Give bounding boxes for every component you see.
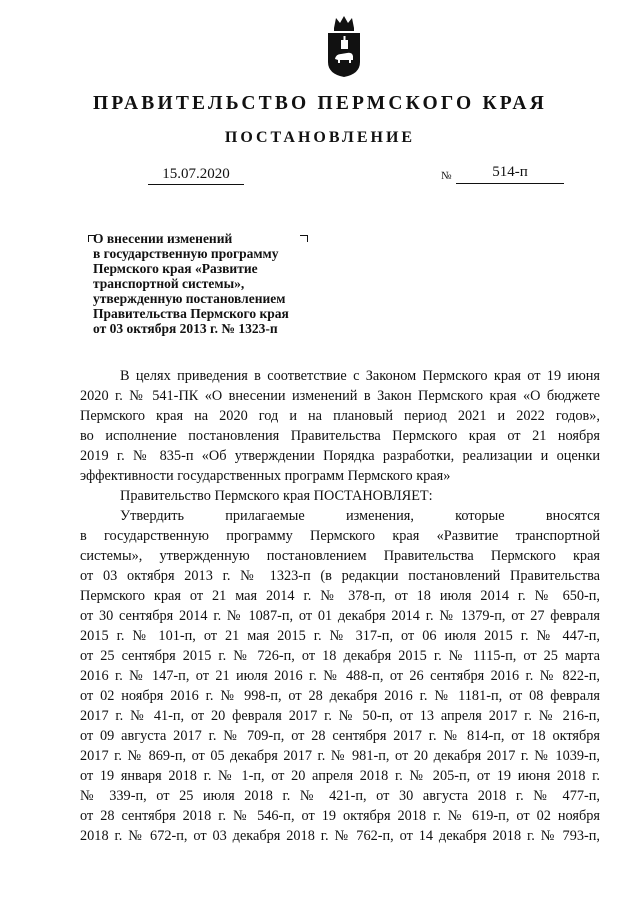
subject-line: от 03 октября 2013 г. № 1323-п (93, 321, 278, 336)
perm-krai-coat-of-arms-icon (325, 14, 363, 78)
body-line: Утвердить прилагаемые изменения, которые вносятся (120, 508, 600, 524)
body-line: 2020 г. № 541-ПК «О внесении изменений в Закон Пермского края «О бюджете (80, 388, 600, 404)
subject-line: О внесении изменений (93, 231, 233, 246)
body-line: от 28 сентября 2018 г. № 546-п, от 19 октября 2018 г. № 619-п, от 02 ноября (80, 808, 600, 824)
body-line: Пермского края от 21 мая 2014 г. № 378-п, от 18 июля 2014 г. № 650-п, (80, 588, 600, 604)
body-line: 2017 г. № 869-п, от 05 декабря 2017 г. № 981-п, от 20 декабря 2017 г. № 1039-п, (80, 748, 600, 764)
body-line: от 02 ноября 2016 г. № 998-п, от 28 декабря 2016 г. № 1181-п, от 08 февраля (80, 688, 600, 704)
body-line: от 03 октября 2013 г. № 1323-п (в редакции постановлений Правительства (80, 568, 600, 584)
subject-block (93, 231, 333, 336)
organization-title: ПРАВИТЕЛЬСТВО ПЕРМСКОГО КРАЯ (93, 93, 547, 114)
document-body (80, 366, 600, 846)
body-line: системы», утвержденную постановлением Правительства Пермского края (80, 548, 600, 564)
body-line: в государственную программу Пермского края «Развитие транспортной (80, 528, 600, 544)
body-line: эффективности государственных программ Пермского края» (80, 468, 451, 484)
document-number: 514-п (456, 164, 564, 184)
body-line: от 19 января 2018 г. № 1-п, от 20 апреля 2018 г. № 205-п, от 19 июня 2018 г. (80, 768, 600, 784)
body-line: 2015 г. № 101-п, от 21 мая 2015 г. № 317-п, от 06 июля 2015 г. № 447-п, (80, 628, 600, 644)
document-date: 15.07.2020 (148, 166, 244, 185)
body-line: от 30 сентября 2014 г. № 1087-п, от 01 декабря 2014 г. № 1379-п, от 27 февраля (80, 608, 600, 624)
body-line: Правительство Пермского края ПОСТАНОВЛЯЕТ: (120, 488, 433, 504)
number-sign: № (441, 170, 452, 182)
subject-line: утвержденную постановлением (93, 291, 286, 306)
body-line: 2019 г. № 835-п «Об утверждении Порядка разработки, реализации и оценки (80, 448, 600, 464)
body-line: от 25 сентября 2015 г. № 726-п, от 18 декабря 2015 г. № 1115-п, от 25 марта (80, 648, 600, 664)
body-line: Пермского края на 2020 год и на плановый период 2021 и 2022 годов», (80, 408, 600, 424)
document-type-title: ПОСТАНОВЛЕНИЕ (224, 129, 416, 146)
body-line: от 09 августа 2017 г. № 709-п, от 28 сентября 2017 г. № 814-п, от 18 октября (80, 728, 600, 744)
body-line: В целях приведения в соответствие с Законом Пермского края от 19 июня (120, 368, 600, 384)
subject-line: в государственную программу (93, 246, 279, 261)
subject-line: Правительства Пермского края (93, 306, 289, 321)
body-line: 2017 г. № 41-п, от 20 февраля 2017 г. № 50-п, от 13 апреля 2017 г. № 216-п, (80, 708, 600, 724)
body-line: 2016 г. № 147-п, от 21 июля 2016 г. № 488-п, от 26 сентября 2016 г. № 822-п, (80, 668, 600, 684)
subject-line: транспортной системы», (93, 276, 245, 291)
body-line: во исполнение постановления Правительства Пермского края от 21 ноября (80, 428, 600, 444)
body-line: № 339-п, от 25 июля 2018 г. № 421-п, от 30 августа 2018 г. № 477-п, (80, 788, 600, 804)
body-line: 2018 г. № 672-п, от 03 декабря 2018 г. № 762-п, от 14 декабря 2018 г. № 793-п, (80, 828, 600, 844)
subject-line: Пермского края «Развитие (93, 261, 258, 276)
